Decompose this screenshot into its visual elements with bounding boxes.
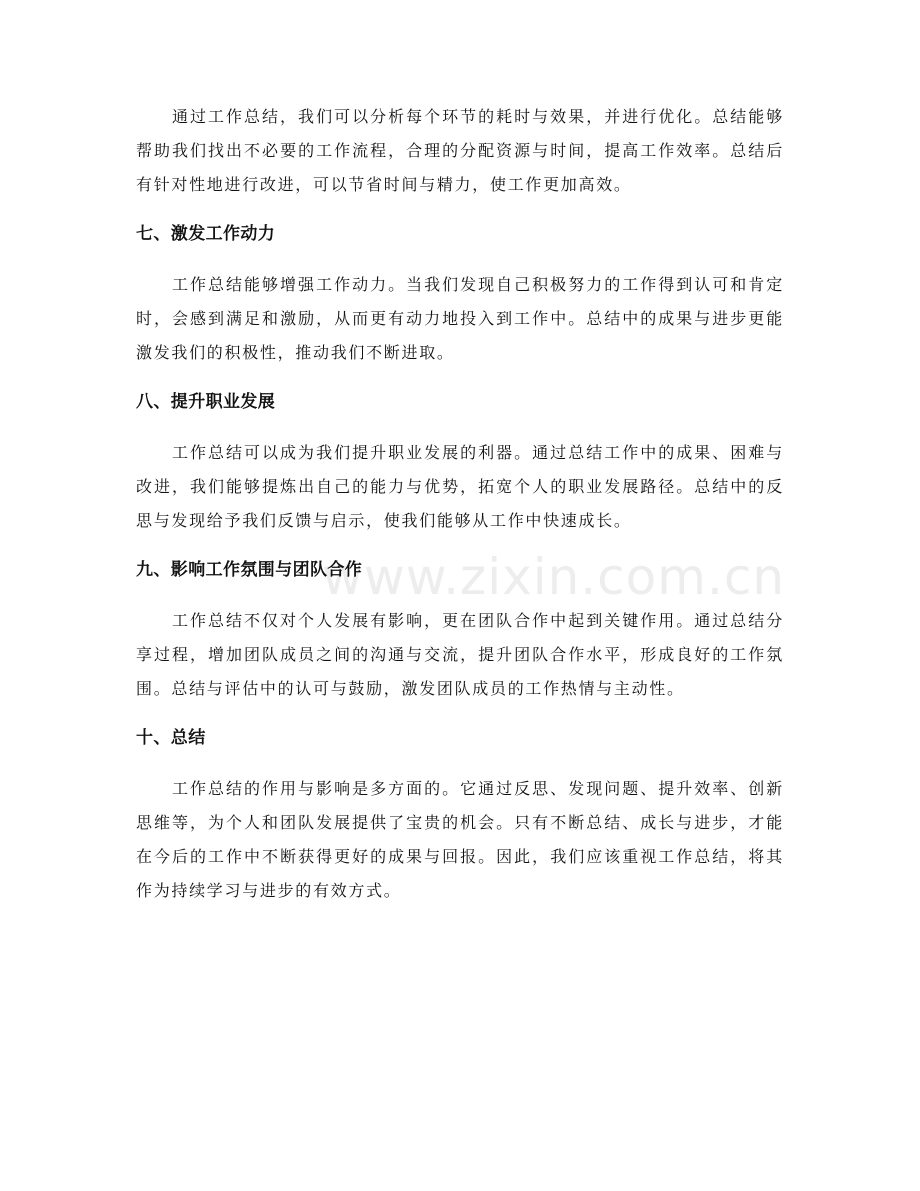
section-7-paragraph: 工作总结能够增强工作动力。当我们发现自己积极努力的工作得到认可和肯定时，会感到满足和激励，从而更有动力地投入到工作中。总结中的成果与进步更能激发我们的积极性，推动我们不断进取。	[136, 275, 784, 362]
section-8-heading: 八、提升职业发展	[136, 392, 276, 412]
section-9-heading: 九、影响工作氛围与团队合作	[136, 560, 363, 580]
section-10-heading: 十、总结	[136, 728, 206, 748]
watermark: www.zixin.com.cn	[322, 548, 786, 606]
section-9-paragraph: 工作总结不仅对个人发展有影响，更在团队合作中起到关键作用。通过总结分享过程，增加团队成员之间的沟通与交流，提升团队合作水平，形成良好的工作氛围。总结与评估中的认可与鼓励，激发团队成员的工作热情与主动性。	[136, 611, 784, 698]
section-8-paragraph: 工作总结可以成为我们提升职业发展的利器。通过总结工作中的成果、困难与改进，我们能够提炼出自己的能力与优势，拓宽个人的职业发展路径。总结中的反思与发现给予我们反馈与启示，使我们能够从工作中快速成长。	[136, 443, 784, 530]
section-10-paragraph: 工作总结的作用与影响是多方面的。它通过反思、发现问题、提升效率、创新思维等，为个人和团队发展提供了宝贵的机会。只有不断总结、成长与进步，才能在今后的工作中不断获得更好的成果与回报。因此，我们应该重视工作总结，将其作为持续学习与进步的有效方式。	[136, 779, 784, 900]
document-body	[136, 100, 784, 908]
intro-paragraph: 通过工作总结，我们可以分析每个环节的耗时与效果，并进行优化。总结能够帮助我们找出不必要的工作流程，合理的分配资源与时间，提高工作效率。总结后有针对性地进行改进，可以节省时间与精力，使工作更加高效。	[136, 107, 784, 194]
section-7-heading: 七、激发工作动力	[136, 224, 276, 244]
